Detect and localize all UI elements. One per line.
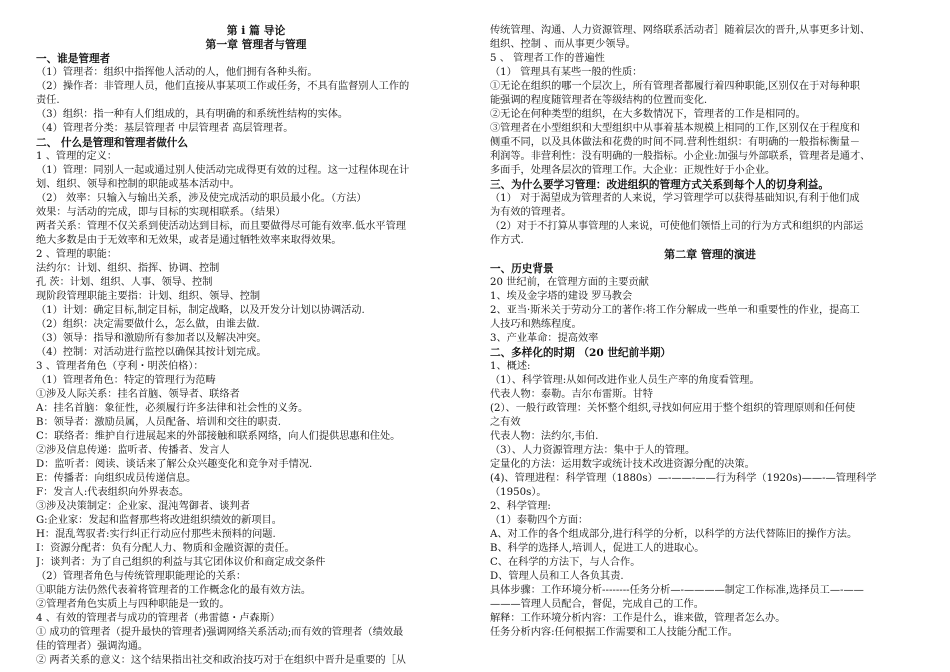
text-line: 多面手，处理各层次的管理工作。大企业：正规性好于小企业。: [490, 165, 776, 176]
text-line: （2）组织：决定需要做什么，怎么做，由谁去做.: [36, 319, 260, 330]
text-line: 组织、控制 、而从事更少领导。: [490, 39, 636, 50]
section-heading: 三、为什么要学习管理：改进组织的管理方式关系到每个人的切身利益。: [490, 179, 829, 191]
left-column: [36, 24, 476, 668]
text-line: ①涉及人际关系：挂名首脑、领导者、联络者: [36, 389, 240, 400]
text-line: ②无论在何种类型的组织，在大多数情况下，管理者的工作是相同的。: [490, 109, 806, 120]
text-line: 定量化的方法：运用数字或统计技术改进资源分配的决策。: [490, 459, 755, 470]
section-heading: 第 i 篇 导论: [226, 24, 286, 37]
text-line: 法约尔：计划、组织、指挥、协调、控制: [36, 263, 220, 274]
text-line: 代表人物：泰勒。吉尔布雷斯。甘特: [490, 389, 653, 400]
text-line: ———管理人员配合，督促，完成自己的工作。: [490, 599, 704, 610]
text-line: 为有效的管理者。: [490, 207, 572, 218]
text-line: ③涉及决策制定：企业家、混沌驾御者、谈判者: [36, 501, 250, 512]
text-line: B：领导者：激励员属，人员配备、培训和交往的职责.: [36, 417, 282, 428]
text-line: (2）、一般行政管理：关怀整个组织,寻找如何应用于整个组织的管理原则和任何使: [490, 403, 856, 414]
text-line: 作方式.: [490, 235, 524, 246]
text-line: B、科学的选择人,培训人，促进工人的进取心。: [490, 543, 705, 554]
text-line: 解释：工作环境分析内容：工作是什么，谁来做，管理者怎么办。: [490, 613, 786, 624]
text-line: （4）管理者分类：基层管理者 中层管理者 高层管理者。: [36, 123, 294, 134]
text-line: ①无论在组织的哪一个层次上，所有管理者都履行着四种职能,区别仅在于对每种职: [490, 81, 860, 92]
text-line: ①职能方法仍然代表着将管理者的工作概念化的最有效方法。: [36, 585, 312, 596]
text-line: 能强调的程度随管理者在等级结构的位置而变化.: [490, 95, 708, 106]
text-line: 1 、管理的定义：: [36, 151, 118, 162]
section-heading: 二、多样化的时期 （20 世纪前半期）: [490, 347, 672, 359]
text-line: （3）、人力资源管理方法：集中于人的管理。: [490, 445, 696, 456]
text-line: （1）计划：确定目标,制定目标，制定战略，以及开发分计划以协调活动.: [36, 305, 365, 316]
text-line: 利润等。非营利性：没有明确的一般指标。小企业:加强与外部联系，管理者是通才、: [490, 151, 871, 162]
text-line: （3）领导：指导和激励所有参加者以及解决冲突。: [36, 333, 267, 344]
text-line: 任务分析内容:任何根据工作需要和工人技能分配工作。: [490, 627, 738, 638]
text-line: 具体步骤：工作环境分析--------任务分析—-————制定工作标准,选择员工—-——: [490, 585, 864, 596]
text-line: I：资源分配者：负有分配人力、物质和金融资源的责任。: [36, 543, 295, 554]
text-line: G:企业家：发起和监督那些将改进组织绩效的新项目。: [36, 515, 282, 526]
text-line: ②管理者角色实质上与四种职能是一致的。: [36, 599, 230, 610]
text-line: ②涉及信息传递：监听者、传播者、发言人: [36, 445, 230, 456]
text-line: （3）组织：指一种有人们组成的，具有明确的和系统性结构的实体。: [36, 109, 349, 120]
text-line: （1） 对于渴望成为管理者的人来说，学习管理学可以获得基础知识,有利于他们成: [490, 193, 860, 204]
text-line: （2）操作者：非管理人员，他们直接从事某项工作或任务，不具有监督别人工作的: [36, 81, 410, 92]
text-line: （2） 效率：只输入与输出关系，涉及使完成活动的职员最小化。（方法）: [36, 193, 367, 204]
text-line: 人技巧和熟练程度。: [490, 319, 582, 330]
text-line: （2）管理者角色与传统管理职能理论的关系：: [36, 571, 247, 582]
text-line: C：联络者：维护自行进展起来的外部接触和联系网络，向人们提供思惠和住处。: [36, 431, 401, 442]
text-line: （4）控制：对活动进行监控以确保其按计划完成。: [36, 347, 267, 358]
text-line: D、管理人员和工人各负其责.: [490, 571, 624, 582]
text-line: 划、组织、领导和控制的职能或基本活动中。: [36, 179, 240, 190]
text-line: 2 、管理的职能：: [36, 249, 118, 260]
text-line: (4)、管理进程：科学管理（1880s）—-——-——行为科学（1920s)——-—管理科学: [490, 473, 877, 484]
text-line: 代表人物：法约尔,韦伯.: [490, 431, 599, 442]
text-line: （1）管理：同别人一起或通过别人使活动完成得更有效的过程。这一过程体现在计: [36, 165, 410, 176]
text-line: 2、亚当·斯米关于劳动分工的著作:将工作分解成一些单一和重要性的作业，提高工: [490, 305, 860, 316]
text-line: 两者关系：管理不仅关系到使活动达到目标，而且要做得尽可能有效率.低水平管理: [36, 221, 406, 232]
right-column: [490, 24, 930, 640]
section-heading: 一、谁是管理者: [36, 53, 111, 65]
text-line: 1、概述:: [490, 361, 531, 372]
text-line: 效果：与活动的完成，即与目标的实现相联系。（结果）: [36, 207, 286, 218]
section-heading: 一、历史背景: [490, 263, 554, 275]
text-line: A、对工作的各个组成部分,进行科学的分析，以科学的方法代替陈旧的操作方法。: [490, 529, 858, 540]
text-line: 5 、 管理者工作的普遍性: [490, 53, 605, 64]
section-heading: 第一章 管理者与管理: [205, 38, 307, 51]
text-line: 孔 茨：计划、组织、人事、领导、控制: [36, 277, 213, 288]
text-line: E：传播者：向组织成员传递信息。: [36, 473, 197, 484]
text-line: 2、科学管理:: [490, 501, 551, 512]
section-heading: 二、 什么是管理和管理者做什么: [36, 137, 188, 149]
text-line: 1、埃及金字塔的建设 罗马教会: [490, 291, 633, 302]
text-line: A：挂名首脑：象征性，必须履行许多法律和社会性的义务。: [36, 403, 309, 414]
text-line: （1） 管理具有某些一般的性质：: [490, 67, 643, 78]
text-line: （1950s）。: [490, 487, 547, 498]
text-line: 佳的管理者）强调沟通。: [36, 641, 149, 652]
text-line: D：监听者：阅读、谈话来了解公众兴趣变化和竞争对手情况.: [36, 459, 313, 470]
text-line: 20 世纪前，在管理方面的主要贡献: [490, 277, 649, 288]
text-line: 侧重不同，以及具体做法和花费的时间不同.营利性组织：有明确的一般指标衡量－: [490, 137, 860, 148]
text-line: 3、产业革命：提高效率: [490, 333, 599, 344]
text-line: （1）管理者：组织中指挥他人活动的人，他们拥有各种头衔。: [36, 67, 318, 78]
text-line: 之有效: [490, 417, 521, 428]
text-line: （1）管理者角色：特定的管理行为范畴: [36, 375, 216, 386]
text-line: ① 成功的管理者（提升最快的管理者)强调网络关系活动;而有效的管理者（绩效最: [36, 627, 404, 638]
text-line: （1）泰勒四个方面：: [490, 515, 589, 526]
text-line: 4 、有效的管理者与成功的管理者（弗雷德・卢森斯）: [36, 613, 281, 624]
text-line: 绝大多数是由于无效率和无效果，或者是通过牺牲效率来取得效果。: [36, 235, 342, 246]
text-line: H：混乱驾驭者:实行纠正行动应付那些未预料的问题.: [36, 529, 276, 540]
text-line: J：谈判者：为了自己组织的利益与其它团体议价和商定成交条件: [36, 557, 326, 568]
text-line: 责任.: [36, 95, 60, 106]
text-line: 传统管理、沟通、人力资源管理、网络联系活动者］随着层次的晋升,从事更多计划、: [490, 25, 871, 36]
text-line: （1）、科学管理:从如何改进作业人员生产率的角度看管理。: [490, 375, 760, 386]
text-line: （2）对于不打算从事管理的人来说，可使他们领悟上司的行为方式和组织的内部运: [490, 221, 864, 232]
text-line: 3 、管理者角色（亨利・明茨伯格）：: [36, 361, 204, 372]
text-line: ③管理者在小型组织和大型组织中从事着基本规模上相同的工作,区别仅在于程度和: [490, 123, 860, 134]
text-line: ② 两者关系的意义：这个结果指出社交和政治技巧对于在组织中晋升是重要的［从: [36, 655, 406, 666]
section-heading: 第二章 管理的演进: [664, 248, 756, 261]
text-line: 现阶段管理职能主要指：计划、组织、领导、控制: [36, 291, 261, 302]
text-line: F：发言人:代表组织向外界表态。: [36, 487, 190, 498]
text-line: C、在科学的方法下，与人合作。: [490, 557, 641, 568]
